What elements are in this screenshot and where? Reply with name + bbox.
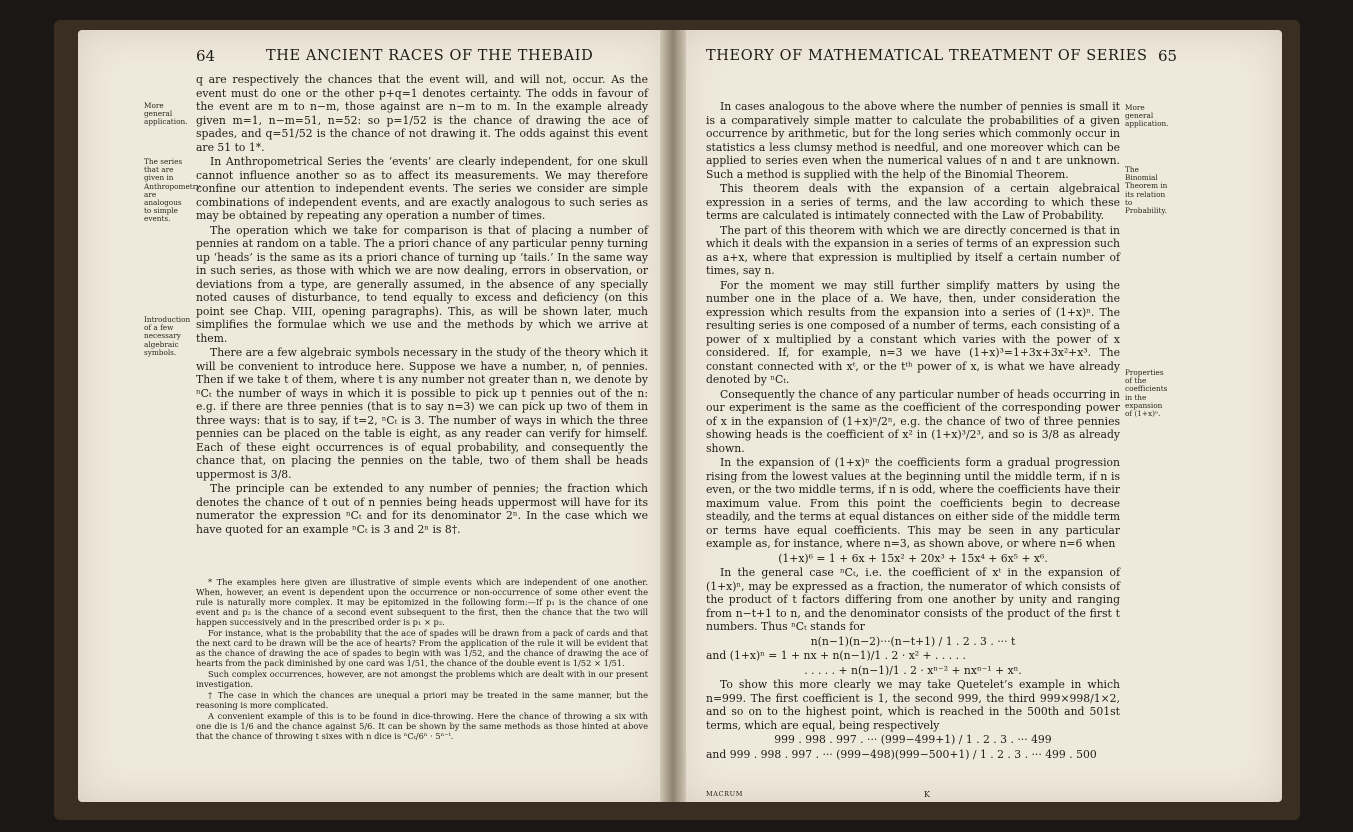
right-paragraph: This theorem deals with the expansion of a certain algebraical expression in a series of terms, and the law according to which these terms are calculated is intimately connected with the Law of Probability. (706, 182, 1120, 222)
right-margin-note-1: More general application. (1125, 103, 1169, 129)
signature-letter: K (924, 790, 931, 799)
right-paragraph: In the expansion of (1+x)ⁿ the coefficients form a gradual progression rising from the lowest values at the beginning until the middle term, if n is even, or the two middle terms, if n is odd, where the coefficients have their maximum value. From this point the coefficients begin to decrease steadily, and the terms at equal distances on either side of the middle term or terms have equal coefficients. This may be seen in any particular example as, for instance, where n=3, as shown above, or where n=6 when (706, 456, 1120, 550)
right-formula: n(n−1)(n−2)···(n−t+1) / 1 . 2 . 3 . ··· t (810, 634, 1016, 648)
left-body-text (196, 73, 648, 537)
right-margin-note-2: The Binomial Theorem in its relation to Probability. (1125, 165, 1168, 216)
left-footnotes (196, 577, 648, 742)
right-paragraph: In the general case ⁿCₜ, i.e. the coefficient of xᵗ in the expansion of (1+x)ⁿ, may be expressed as a fraction, the numerator of which consists of the product of t factors differing from one another by unity and ranging from n−t+1 to n, and the denominator consists of the product of the first t numbers. Thus ⁿCₜ stands for (706, 566, 1120, 633)
right-paragraph: For the moment we may still further simplify matters by using the number one in the place of a. We have, then, under consideration the expression which results from the expansion into a series of (1+x)ⁿ. The resulting series is one composed of a number of terms, each consisting of a power of x multiplied by a constant which varies with the power of x considered. If, for example, n=3 we have (1+x)³=1+3x+3x²+x³. The constant connected with xᵗ, or the tᵗʰ power of x, is what we have already denoted by ⁿCₜ. (706, 278, 1120, 386)
right-formula: . . . . . + n(n−1)/1 . 2 · xⁿ⁻² + nxⁿ⁻¹ + xⁿ. (804, 663, 1022, 677)
left-margin-note-1: More general application. (144, 101, 188, 127)
right-body-text (706, 100, 1120, 762)
right-formula: and 999 . 998 . 997 . ··· (999−498)(999−500+1) / 1 . 2 . 3 . ··· 499 . 500 (706, 747, 1097, 761)
right-formula: 999 . 998 . 997 . ··· (999−499+1) / 1 . 2 . 3 . ··· 499 (774, 733, 1052, 746)
right-paragraph: In cases analogous to the above where the number of pennies is small it is a comparatively simple matter to calculate the probabilities of a given occurrence by arithmetic, but for the long series which commonly occur in statistics a less clumsy method is needful, and one moreover which can be applied to series even when the numerical values of n and t are unknown. Such a method is supplied with the help of the Binomial Theorem. (706, 100, 1120, 181)
right-paragraph: To show this more clearly we may take Quetelet’s example in which n=999. The first coefficient is 1, the second 999, the third 999×998/1×2, and so on to the highest point, which is reached in the 500th and 501st terms, which are equal, being respectively (706, 678, 1120, 732)
left-running-head: THE ANCIENT RACES OF THE THEBAID (266, 48, 594, 64)
right-paragraph: Consequently the chance of any particular number of heads occurring in our experiment is the same as the coefficient of the corresponding power of x in the expansion of (1+x)ⁿ/2ⁿ, e.g. the chance of two of three pennies showing heads is the coefficient of x² in (1+x)³/2³, and so is 3/8 as already shown. (706, 387, 1120, 455)
left-margin-note-3: Introduction of a few necessary algebraic symbols. (144, 315, 191, 357)
right-margin-note-3: Properties of the coefficients in the expansion of (1+x)ⁿ. (1125, 368, 1168, 419)
right-formula: and (1+x)ⁿ = 1 + nx + n(n−1)/1 . 2 · x² + . . . . . (706, 649, 966, 662)
right-page-number: 65 (1158, 47, 1178, 65)
left-page-number: 64 (196, 47, 216, 65)
left-margin-note-2: The series that are given in Anthropometry are analogous to simple events. (144, 157, 201, 224)
left-paragraph: q are respectively the chances that the event will, and will not, occur. As the event must do one or the other p+q=1 denotes certainty. The odds in favour of the event are m to n−m, those against are n−m to m. In the example already given m=1, n−m=51, n=52: so p=1/52 is the chance of drawing the ace of spades, and q=51/52 is the chance of not drawing it. The odds against this event are 51 to 1*. (196, 73, 648, 154)
footnote: * The examples here given are illustrative of simple events which are independent of one another. When, however, an event is dependent upon the occurrence or non-occurrence of some other event the rule is naturally more complex. It may be epitomized in the following form:—If p₁ is the chance of one event and p₂ is the chance of a second event subsequent to the first, then the chance that the two will happen successively and in the prescribed order is p₁ × p₂. (196, 577, 648, 627)
right-paragraph: The part of this theorem with which we are directly concerned is that in which it deals with the expansion in a series of terms of an expression such as a+x, where that expression is multiplied by itself a certain number of times, say n. (706, 223, 1120, 277)
footnote: Such complex occurrences, however, are not amongst the problems which are dealt with in our present investigation. (196, 669, 648, 689)
footnote: † The case in which the chances are unequal a priori may be treated in the same manner, but the reasoning is more complicated. (196, 690, 648, 710)
left-paragraph: In Anthropometrical Series the ‘events’ are clearly independent, for one skull cannot influence another so as to affect its measurements. We may therefore confine our attention to independent events. The series we consider are simple combinations of independent events, and are exactly analogous to such series as may be obtained by repeating any operation a number of times. (196, 155, 648, 222)
footnote: A convenient example of this is to be found in dice-throwing. Here the chance of throwing a six with one die is 1/6 and the chance against 5/6. It can be shown by the same methods as those hinted at above that the chance of throwing t sixes with n dice is ⁿCₜ/6ⁿ · 5ⁿ⁻ᵗ. (196, 711, 648, 741)
right-running-head: THEORY OF MATHEMATICAL TREATMENT OF SERIES (706, 48, 1148, 64)
right-formula: (1+x)⁶ = 1 + 6x + 15x² + 20x³ + 15x⁴ + 6x⁵ + x⁶. (778, 551, 1048, 565)
book-gutter (660, 30, 686, 802)
left-paragraph: There are a few algebraic symbols necessary in the study of the theory which it will be convenient to introduce here. Suppose we have a number, n, of pennies. Then if we take t of them, where t is any number not greater than n, we denote by ⁿCₜ the number of ways in which it is possible to pick up t pennies out of the n: e.g. if there are three pennies (that is to say n=3) we can pick up two of them in three ways: that is to say, if t=2, ⁿCₜ is 3. The number of ways in which the three pennies can be placed on the table is eight, as any reader can verify for himself. Each of these eight occurrences is of equal probability, and consequently the chance that, on placing the pennies on the table, two of them shall be heads uppermost is 3/8. (196, 346, 648, 481)
left-paragraph: The operation which we take for comparison is that of placing a number of pennies at random on a table. The a priori chance of any particular penny turning up ‘heads’ is the same as its a priori chance of turning up ‘tails.’ In the same way in such series, as those with which we are now dealing, errors in observation, or deviations from a type, are generally assumed, in the absence of any specially noted causes of disturbance, to tend equally to excess and deficiency (on this point see Chap. VIII, opening paragraphs). This, as will be shown later, much simplifies the formulae which we use and the methods by which we arrive at them. (196, 223, 648, 345)
printer-signature: MACRUM (706, 790, 743, 798)
left-paragraph: The principle can be extended to any number of pennies; the fraction which denotes the chance of t out of n pennies being heads uppermost will have for its numerator the expression ⁿCₜ and for its denominator 2ⁿ. In the case which we have quoted for an example ⁿCₜ is 3 and 2ⁿ is 8†. (196, 482, 648, 536)
footnote: For instance, what is the probability that the ace of spades will be drawn from a pack of cards and that the next card to be drawn will be the ace of hearts? From the application of the rule it will be evident that as the chance of drawing the ace of spades to begin with was 1/52, and the chance of drawing the ace of hearts from the pack diminished by one card was 1/51, the chance of the double event is 1/52 × 1/51. (196, 628, 648, 668)
